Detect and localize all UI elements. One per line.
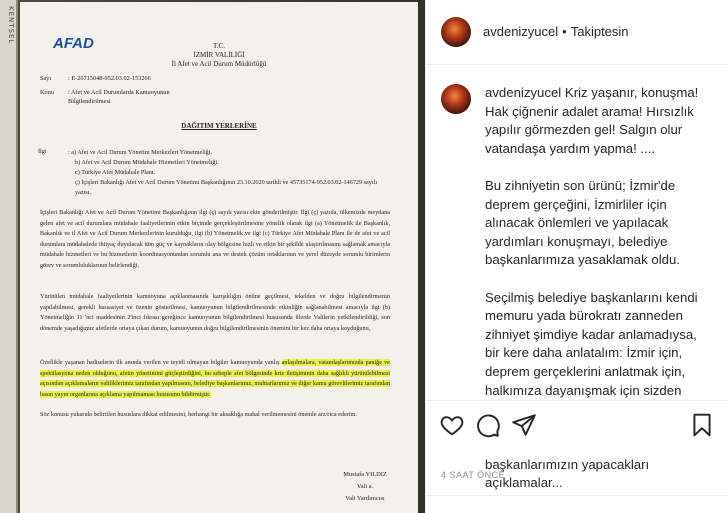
share-icon[interactable]	[511, 412, 537, 438]
bookmark-icon[interactable]	[689, 412, 715, 438]
signatory-name: Mustafa YILDIZ	[343, 471, 387, 478]
caption-paragraph: başkanlarımızın yapacakları açıklamalar...	[485, 456, 650, 491]
ilgi-item: : a) Afet ve Acil Durum Yönetim Merkezleri Yönetmeliği.	[68, 149, 213, 156]
signatory-title: Vali a.	[356, 483, 374, 490]
comment-icon[interactable]	[475, 412, 501, 438]
konu-value-line2: Bilgilendirilmesi	[68, 98, 111, 105]
afad-logo: AFAD	[53, 35, 94, 52]
post-caption	[485, 84, 700, 491]
caption-avatar[interactable]	[441, 84, 471, 114]
letter-paragraph-3	[40, 358, 390, 400]
highlighted-text: anlaşılmalara, vatandaşlarımızda paniğe ve spekülasyona neden olduğunu, afetin yönetimini güçleştirdiğini, bu sebeple afet bölgesinde kriz iletişiminin daha sağlıklı yürütülebilmesi açısından açıklamaların valiliklerimiz tarafından yapılmasını, belediye başkanlarımız, muhtarlarımız ve diğer kamu görevlilerimiz tarafından basın yayın organlarına açıklama yapılmaması hususunu bildirmiştir.	[40, 359, 390, 398]
konu-label: Konu	[40, 89, 54, 96]
paragraph-3-text: Özellikle yaşanan hadiselerin ilk anında verilen ve teyidi olmayan bilgiler kamuoyunda yanlış	[40, 359, 280, 366]
post-timestamp[interactable]: 4 SAAT ÖNCE	[441, 470, 506, 480]
ilgi-item: b) Afet ve Acil Durum Müdahale Hizmetleri Yönetmeliği.	[75, 159, 219, 166]
dagitim-heading: DAĞITIM YERLERİNE	[181, 122, 257, 130]
konu-value: : Afet ve Acil Durumlarda Kamuoyunun	[68, 89, 170, 96]
bottom-divider	[426, 495, 727, 496]
official-letter	[20, 2, 418, 513]
letter-paragraph-1: İçişleri Bakanlığı Afet ve Acil Durum Yönetimi Başkanlığının ilgi (ç) sayılı yazısı ekte gönderilmiştir. İlgi (ç) yazıda, ülkemizde meydana gelen afet ve acil durumlara müdahale faaliyetlerinin etkin biçimde gerçekleştirilmesine yönelik olarak ilgi (a) Yönetmelik ile Başkanlık, Bakanlık ve il Afet ve Acil Durum Merkezlerinin kurulduğu, ilgi (b) Yönetmelik ve ilgi (c) Türkiye Afet Müdahale Planı ile de afet ve acil durumlara müdahalede ihtiyaç duyulacak tüm güç ve kaynakların olay bölgesine hızlı ve etkin bir şekilde ulaştırılmasını sağlamak amacıyla müdahale hizmetleri ve bu hizmetlerin koordinasyonundan sorumlu ana ve destek çözüm ortaklarının ve yerel düzeyde sorumlu birimlerin görev ve sorumluluklarının belirlendiği,	[40, 209, 390, 269]
caption-intro-text: Kriz yaşanır, konuşma! Hak çiğnenir adalet arama! Hırsızlık yapılır görmezden gel! Salgın olur vatandaşa yardım yapma! ....	[485, 85, 699, 156]
separator-dot: •	[562, 24, 567, 39]
post-author	[483, 24, 629, 39]
letter-header-mudurluk: İl Afet ve Acil Durum Müdürlüğü	[171, 60, 267, 68]
caption-username[interactable]: avdenizyucel	[485, 85, 562, 100]
caption-paragraph: Seçilmiş belediye başkanlarını kendi memuru yada bürokratı zanneden zihniyet şimdiye kadar anlamadıysa, bir kere daha anlatalım: İzmir için, deprem gerçeklerini anlatmak için, halkımıza dayanışmak için sizden	[485, 289, 698, 398]
ilgi-list	[68, 148, 378, 198]
username-link[interactable]: avdenizyucel	[483, 24, 559, 39]
ilgi-item: ç) İçişleri Bakanlığı Afet ve Acil Durum Yönetimi Başkanlığının 23.10.2020 tarihli ve 45735174-952.03.02-146729 sayılı yazısı.	[75, 179, 378, 196]
letter-header-valilik: İZMİR VALİLİĞİ	[193, 51, 245, 59]
ilgi-item: c) Türkiye Afet Müdahale Planı.	[75, 169, 156, 176]
ilgi-label: İlgi	[38, 148, 47, 155]
sayi-label: Sayı	[40, 75, 52, 82]
follow-status-button[interactable]: Takiptesin	[570, 24, 629, 39]
sayi-value: : E-20715048-952.03.02-153266	[68, 75, 151, 82]
binder-spine	[0, 0, 18, 513]
letter-paragraph-4: Söz konusu yukarıda belirtilen hususlara dikkat edilmesini, herhangi bir aksaklığa mahal verilmemesini önemle arz/rica ederim.	[40, 411, 357, 418]
letter-sayi	[40, 75, 151, 82]
letter-paragraph-2: Yürütülen müdahale faaliyetlerinin kamuoyuna açıklanmasında karışıklığın önüne geçilmesi, tekelden ve doğru bilgilendirmenin yapılabilmesi, gerekli hassasiyet ve özenin gösterilmesi, kamuoyunun bilgilendirilmesinde etkinliğin sağlanabilmesi amacıyla ilgi (b) Yönetmeliğin 11 'nci maddesinin 2'inci fıkrası gereğince kamuoyunun bilgilendirilmesi hususunda illerde Valilerin yetkilendirildiği, son dönemde yaşadığımız afetlerde ortaya çıkan durum, kamuoyunun doğru bilgilendirilmesinin önemini bir kez daha ortaya koyduğunu,	[40, 293, 390, 332]
heart-icon[interactable]	[439, 412, 465, 438]
action-bar	[426, 400, 727, 453]
post-header	[426, 0, 727, 65]
letter-konu	[40, 89, 170, 96]
caption-intro	[485, 84, 700, 158]
letter-header-tc: T.C.	[213, 42, 225, 50]
avatar[interactable]	[441, 17, 471, 47]
caption-paragraph: Bu zihniyetin son ürünü; İzmir'de deprem gerçeğini, İzmirliler için alınacak önlemleri ve yapılacak yardımları konuşmayı, belediye başkanlarımıza yasaklamak oldu.	[485, 177, 680, 268]
signatory-role: Vali Yardımcısı	[345, 495, 385, 502]
binder-label: KENTSEL	[7, 6, 15, 45]
